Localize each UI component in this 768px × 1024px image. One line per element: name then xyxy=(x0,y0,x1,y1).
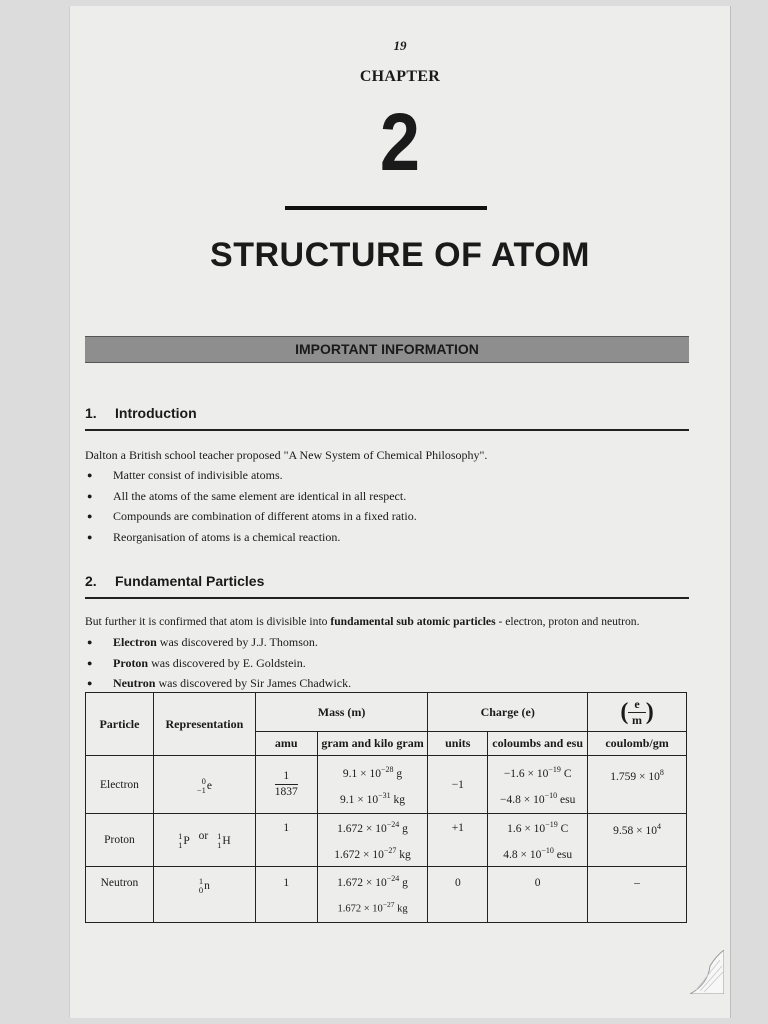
section-number: 1. xyxy=(85,405,97,421)
mass-cell xyxy=(317,814,428,867)
units-cell: 0 xyxy=(428,866,488,922)
exponent: −10 xyxy=(544,790,558,800)
amu-numerator: 1 xyxy=(275,769,298,785)
exponent: −27 xyxy=(383,845,397,855)
section-rule xyxy=(85,429,689,431)
em-value: 9.58 × 10 xyxy=(613,824,657,837)
charge-cell xyxy=(488,756,588,814)
table-row xyxy=(86,866,687,922)
section-intro-paragraph xyxy=(85,612,695,632)
page-number: 19 xyxy=(393,38,407,53)
mass-kg: 9.1 × 10 xyxy=(340,793,379,806)
section-heading-introduction xyxy=(85,405,197,421)
list-item xyxy=(87,673,687,694)
em-cell: – xyxy=(588,866,687,922)
list-item xyxy=(87,653,687,674)
particle-symbol: H xyxy=(222,834,231,847)
header-amu: amu xyxy=(255,732,317,756)
section-intro-paragraph: Dalton a British school teacher proposed "A New System of Chemical Philosophy". xyxy=(85,448,488,462)
representation-cell xyxy=(153,814,255,867)
bullet-list xyxy=(87,465,687,547)
em-value: 1.759 × 10 xyxy=(610,770,660,783)
mass-number: 1 xyxy=(178,830,183,841)
exponent: −27 xyxy=(382,899,395,909)
amu-cell xyxy=(255,756,317,814)
units-cell: +1 xyxy=(428,814,488,867)
section-rule xyxy=(85,597,689,599)
list-item: ● All the atoms of the same element are identical in all respect. xyxy=(87,486,687,507)
unit: esu xyxy=(557,793,576,806)
charge-coulomb: −1.6 × 10 xyxy=(503,767,549,780)
unit: kg xyxy=(394,903,408,915)
table-row xyxy=(86,756,687,814)
list-item-text: was discovered by Sir James Chadwick. xyxy=(155,676,352,690)
unit: g xyxy=(399,822,408,835)
particle-symbol: e xyxy=(206,779,212,792)
mass-kg: 1.672 × 10 xyxy=(337,903,383,915)
representation-cell xyxy=(153,866,255,922)
units-cell: −1 xyxy=(428,756,488,814)
section-title: Fundamental Particles xyxy=(115,573,265,589)
mass-number: 1 xyxy=(198,875,204,886)
particle-cell: Electron xyxy=(86,756,154,814)
mass-cell xyxy=(317,756,428,814)
chapter-divider xyxy=(285,206,487,210)
charge-cell: 0 xyxy=(488,866,588,922)
particle-name: Proton xyxy=(113,655,149,670)
charge-number: 1 xyxy=(178,839,183,850)
list-item xyxy=(87,632,687,653)
unit: kg xyxy=(396,848,411,861)
unit: g xyxy=(399,876,408,889)
list-item: ● Reorganisation of atoms is a chemical reaction. xyxy=(87,527,687,548)
exponent: −24 xyxy=(386,820,400,829)
exponent: 8 xyxy=(659,768,664,777)
bullet-list xyxy=(87,632,687,694)
header-coulombs-esu: coloumbs and esu xyxy=(488,732,588,756)
charge-esu: −4.8 × 10 xyxy=(499,793,545,806)
amu-cell: 1 xyxy=(255,814,317,867)
intro-text: - electron, proton and neutron. xyxy=(495,615,640,628)
section-title: Introduction xyxy=(115,405,197,421)
em-cell xyxy=(588,756,687,814)
unit: C xyxy=(557,822,569,835)
mass-number: 0 xyxy=(201,775,206,786)
unit: kg xyxy=(390,793,406,806)
mass-g: 1.672 × 10 xyxy=(337,822,387,835)
charge-number: 0 xyxy=(198,884,204,895)
unit: esu xyxy=(553,848,573,861)
header-coulomb-gm: coulomb/gm xyxy=(588,732,687,756)
fundamental-particles-table xyxy=(85,692,687,923)
chapter-label: CHAPTER xyxy=(359,68,441,85)
table-row xyxy=(86,814,687,867)
mass-g: 1.672 × 10 xyxy=(337,876,387,889)
em-denominator: m xyxy=(632,712,643,727)
particle-cell: Neutron xyxy=(86,866,154,922)
intro-emphasis: fundamental sub atomic particles xyxy=(330,615,496,628)
em-numerator: e xyxy=(628,697,645,713)
em-cell xyxy=(588,814,687,867)
exponent: −28 xyxy=(381,764,394,774)
charge-coulomb: 1.6 × 10 xyxy=(507,822,546,835)
section-heading-fundamental-particles xyxy=(85,573,264,589)
charge-esu: 4.8 × 10 xyxy=(503,848,542,861)
unit: C xyxy=(560,767,572,780)
mass-kg: 1.672 × 10 xyxy=(334,848,384,861)
table-header-row xyxy=(86,693,687,732)
charge-number: −1 xyxy=(196,784,206,795)
mass-number: 1 xyxy=(217,830,222,841)
representation-cell xyxy=(153,756,255,814)
chapter-title: STRUCTURE OF ATOM xyxy=(210,236,590,274)
header-gram-kg: gram and kilo gram xyxy=(317,732,428,756)
exponent: −24 xyxy=(386,873,400,883)
charge-number: 1 xyxy=(217,839,222,850)
unit: g xyxy=(393,767,403,780)
mass-cell xyxy=(317,866,428,922)
header-e-over-m: ( $\frac{e}{m}$ ) xyxy=(588,693,687,732)
header-units: units xyxy=(428,732,488,756)
mass-g: 9.1 × 10 xyxy=(342,767,382,780)
charge-cell xyxy=(488,814,588,867)
exponent: −19 xyxy=(548,764,561,774)
list-item: ● Compounds are combination of different atoms in a fixed ratio. xyxy=(87,506,687,527)
exponent: −10 xyxy=(541,845,554,855)
page-curl-icon xyxy=(690,950,724,994)
or-connector: or xyxy=(198,829,209,842)
particle-name: Electron xyxy=(113,635,157,649)
header-particle: Particle xyxy=(86,693,154,756)
exponent: −19 xyxy=(545,820,558,829)
intro-text: But further it is confirmed that atom is divisible into xyxy=(85,615,331,628)
list-item-text: was discovered by E. Goldstein. xyxy=(148,655,306,670)
amu-cell: 1 xyxy=(255,866,317,922)
header-representation: Representation xyxy=(153,693,255,756)
particle-symbol: P xyxy=(183,834,190,847)
particle-symbol: n xyxy=(204,879,210,892)
section-number: 2. xyxy=(85,573,97,589)
amu-denominator: 1837 xyxy=(274,786,298,798)
header-mass: Mass (m) xyxy=(255,693,428,732)
textbook-page xyxy=(70,6,730,1018)
exponent: −31 xyxy=(378,790,391,800)
exponent: 4 xyxy=(656,822,661,831)
header-charge: Charge (e) xyxy=(428,693,588,732)
particle-cell: Proton xyxy=(86,814,154,867)
particle-name: Neutron xyxy=(113,676,156,690)
list-item: ● Matter consist of indivisible atoms. xyxy=(87,465,687,486)
chapter-number: 2 xyxy=(379,97,421,188)
important-information-banner xyxy=(85,336,689,363)
list-item-text: was discovered by J.J. Thomson. xyxy=(156,635,318,649)
banner-label: IMPORTANT INFORMATION xyxy=(295,341,479,357)
